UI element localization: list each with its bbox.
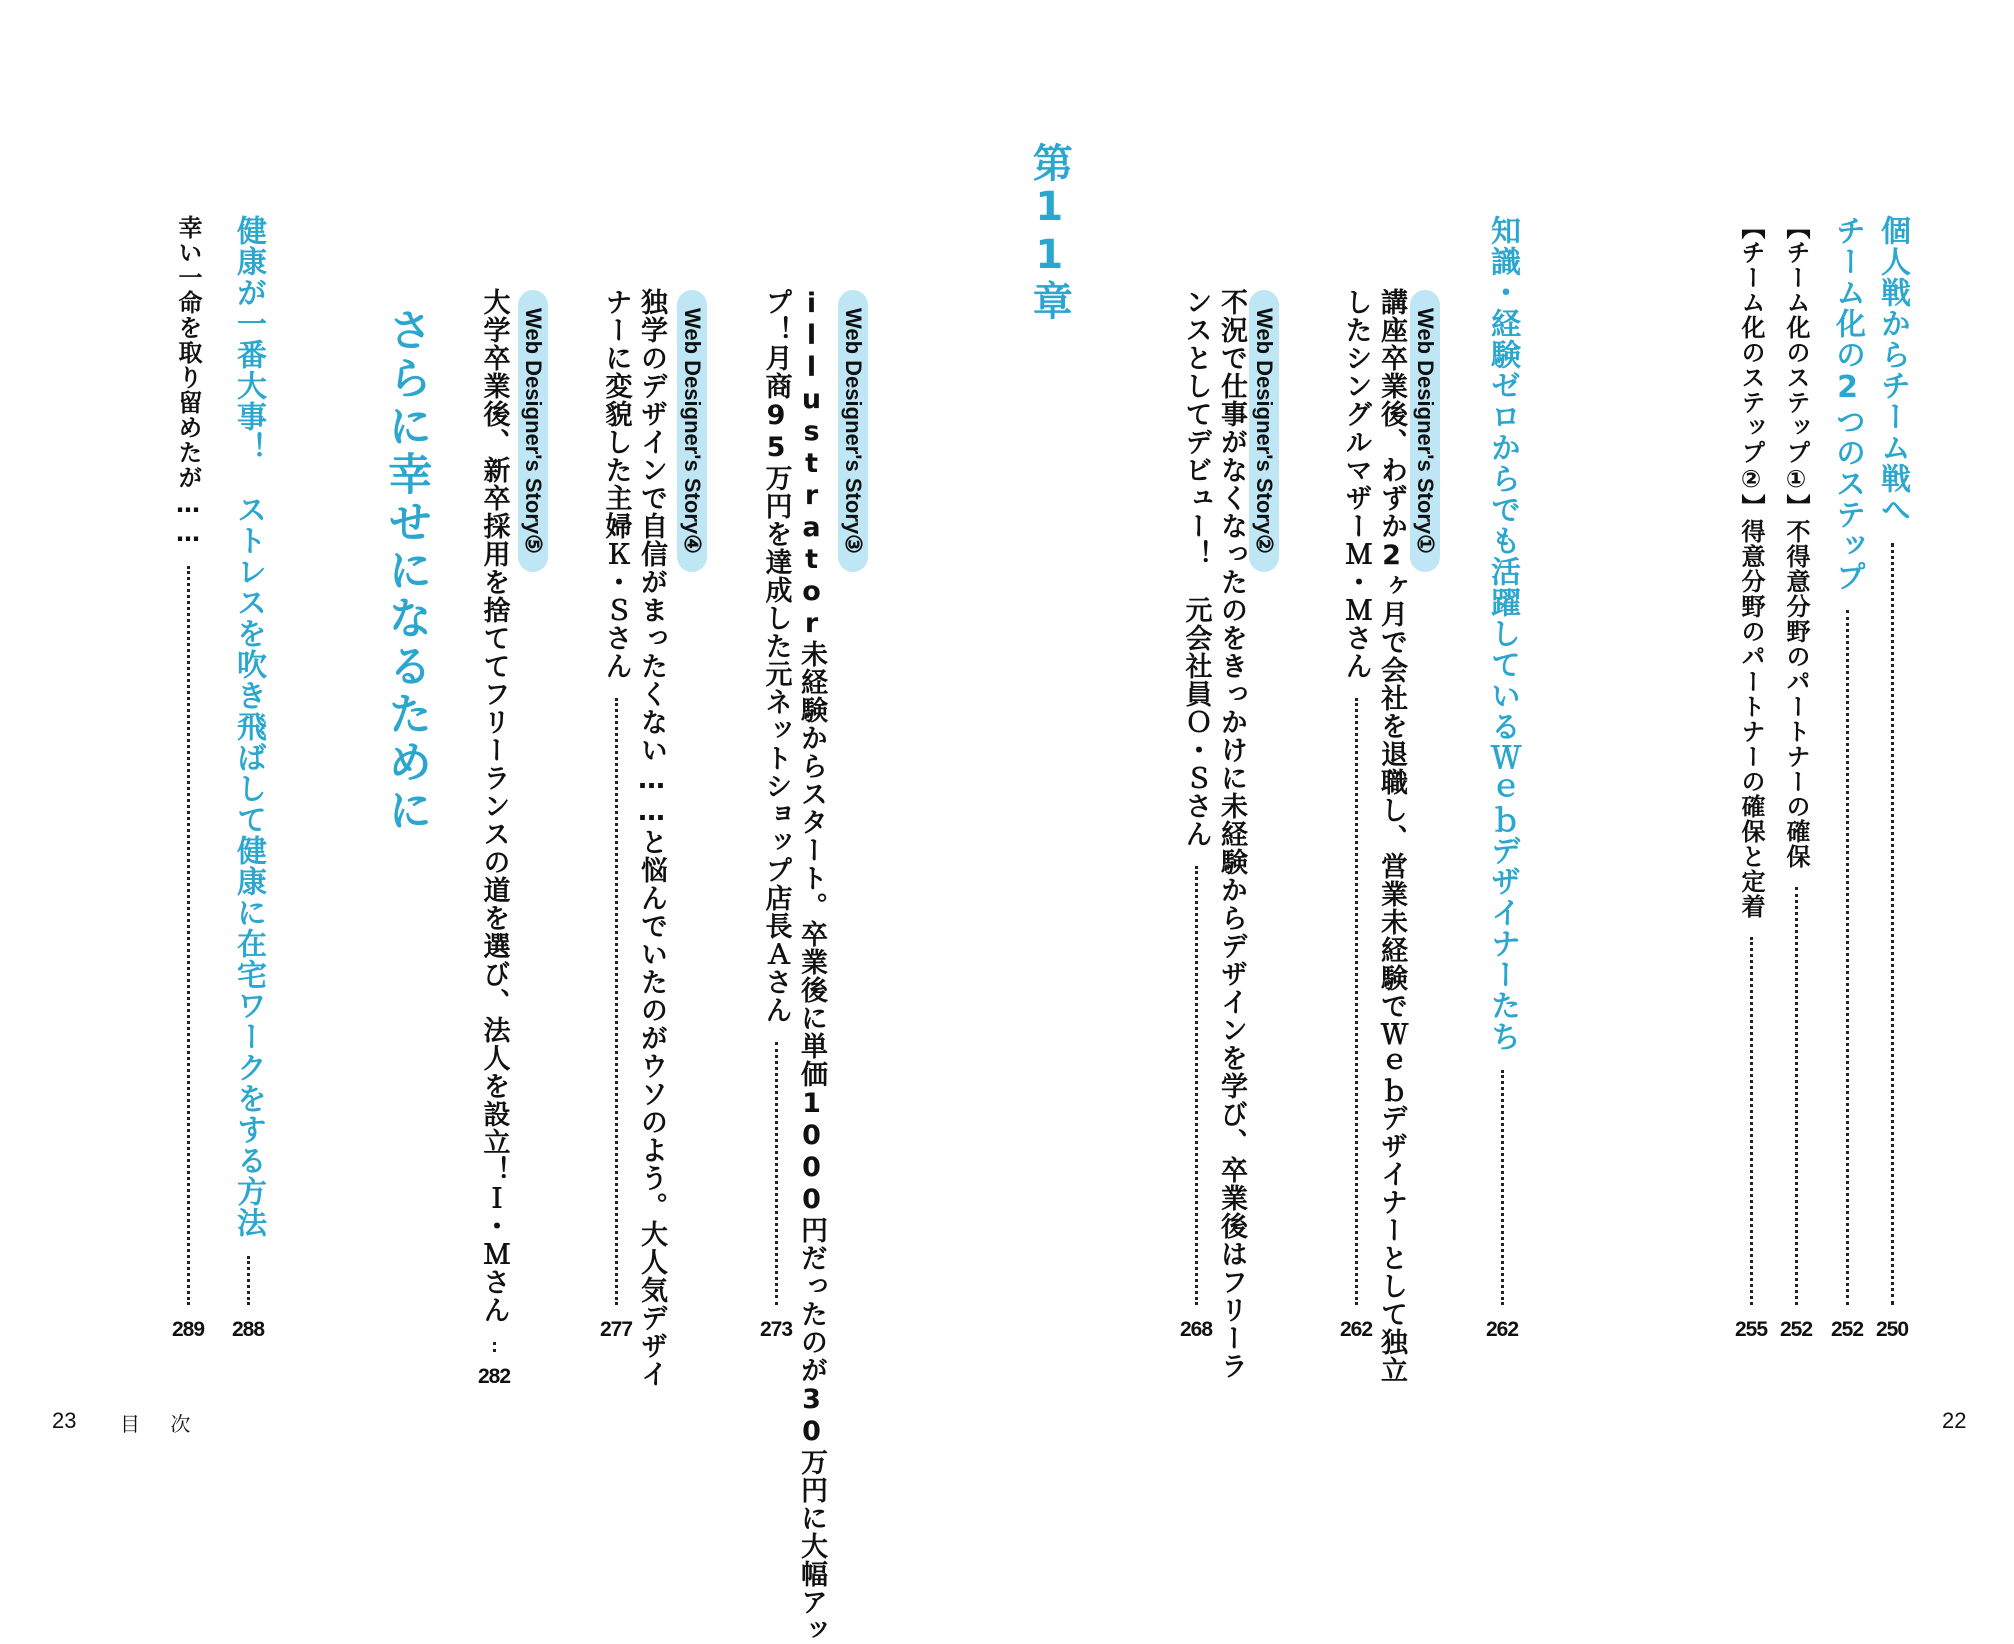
dot-leader [187,566,190,1305]
story-badge: Web Designer's Story④ [677,290,707,572]
toc-entry-title: 大学卒業後、新卒採用を捨ててフリーランスの道を選び、法人を設立！Ｉ・Ｍさん [478,288,510,1324]
chapter-label: 第11章 [1026,142,1073,322]
toc-entry-line1: 不況で仕事がなくなったのをきっかけに未経験からデザインを学び、卒業後はフリーラ [1216,288,1248,1380]
dot-leader [1501,1070,1504,1305]
page-number: 289 [172,1318,205,1341]
toc-entry-title: 個人戦からチーム戦へ [1875,215,1911,525]
dot-leader [1355,698,1358,1305]
chapter-10-heading [1550,142,2014,1459]
toc-entry-title: チーム化の2つのステップ [1830,215,1866,592]
page-number: 277 [600,1318,633,1341]
toc-entry[interactable] [1340,288,1408,1384]
story-badge: Web Designer's Story② [1249,290,1279,572]
chapter-11-heading [296,142,1073,839]
page-number: 262 [1486,1318,1519,1341]
dot-leader [247,1256,250,1305]
page-folio-left: 23 [52,1408,77,1433]
dot-leader [775,1042,778,1305]
toc-entry[interactable] [172,215,204,1340]
page-number: 252 [1780,1318,1813,1341]
toc-entry[interactable] [1180,288,1248,1380]
page-folio-right: 22 [1942,1408,1967,1433]
page-number: 255 [1735,1318,1768,1341]
toc-entry-line1: 講座卒業後、わずか2ヶ月で会社を退職し、営業未経験でＷｅｂデザイナーとして独立 [1376,288,1408,1384]
toc-entry-line2: したシングルマザーＭ・Ｍさん [1340,288,1372,680]
dot-leader [1195,866,1198,1305]
page-number: 250 [1876,1318,1909,1341]
chapter-title: さらに幸せになるために [380,307,432,835]
toc-entry-line2: ンスとしてデビュー！ 元会社員Ｏ・Ｓさん [1180,288,1212,848]
toc-entry-title: 健康が一番大事！ ストレスを吹き飛ばして健康に在宅ワークをする方法 [231,215,267,1238]
page-number: 273 [760,1318,793,1341]
toc-entry-line2: プ！月商95万円を達成した元ネットショップ店長Ａさん [760,288,792,1024]
page-number: 282 [478,1365,511,1388]
toc-entry-title: 幸い一命を取り留めたが…… [174,215,203,548]
story-badge: Web Designer's Story③ [838,290,868,572]
toc-entry-line2: ナーに変貌した主婦Ｋ・Ｓさん [600,288,632,680]
dot-leader [493,1342,496,1352]
page-number: 268 [1180,1318,1213,1341]
toc-entry-line1: 独学のデザインで自信がまったくない……と悩んでいたのがウソのよう。大人気デザイ [636,288,668,1388]
story-badge: Web Designer's Story⑤ [518,290,548,572]
toc-entry[interactable] [231,215,267,1341]
toc-entry-title: 【チーム化のステップ②】得意分野のパートナーの確保と定着 [1737,215,1766,919]
toc-entry[interactable] [1485,215,1521,1341]
page-number: 252 [1831,1318,1864,1341]
story-badge: Web Designer's Story① [1410,290,1440,572]
page-number: 262 [1340,1318,1373,1341]
running-head: 目 次 [120,1412,203,1436]
toc-entry-title: 知識・経験ゼロからでも活躍しているＷｅｂデザイナーたち [1485,215,1521,1052]
page-number: 288 [232,1318,265,1341]
toc-entry-line1: illustrator未経験からスタート。卒業後に単価1000円だったのが30万円に大幅アッ [796,288,828,1644]
toc-entry-title: 【チーム化のステップ①】不得意分野のパートナーの確保 [1782,215,1811,869]
